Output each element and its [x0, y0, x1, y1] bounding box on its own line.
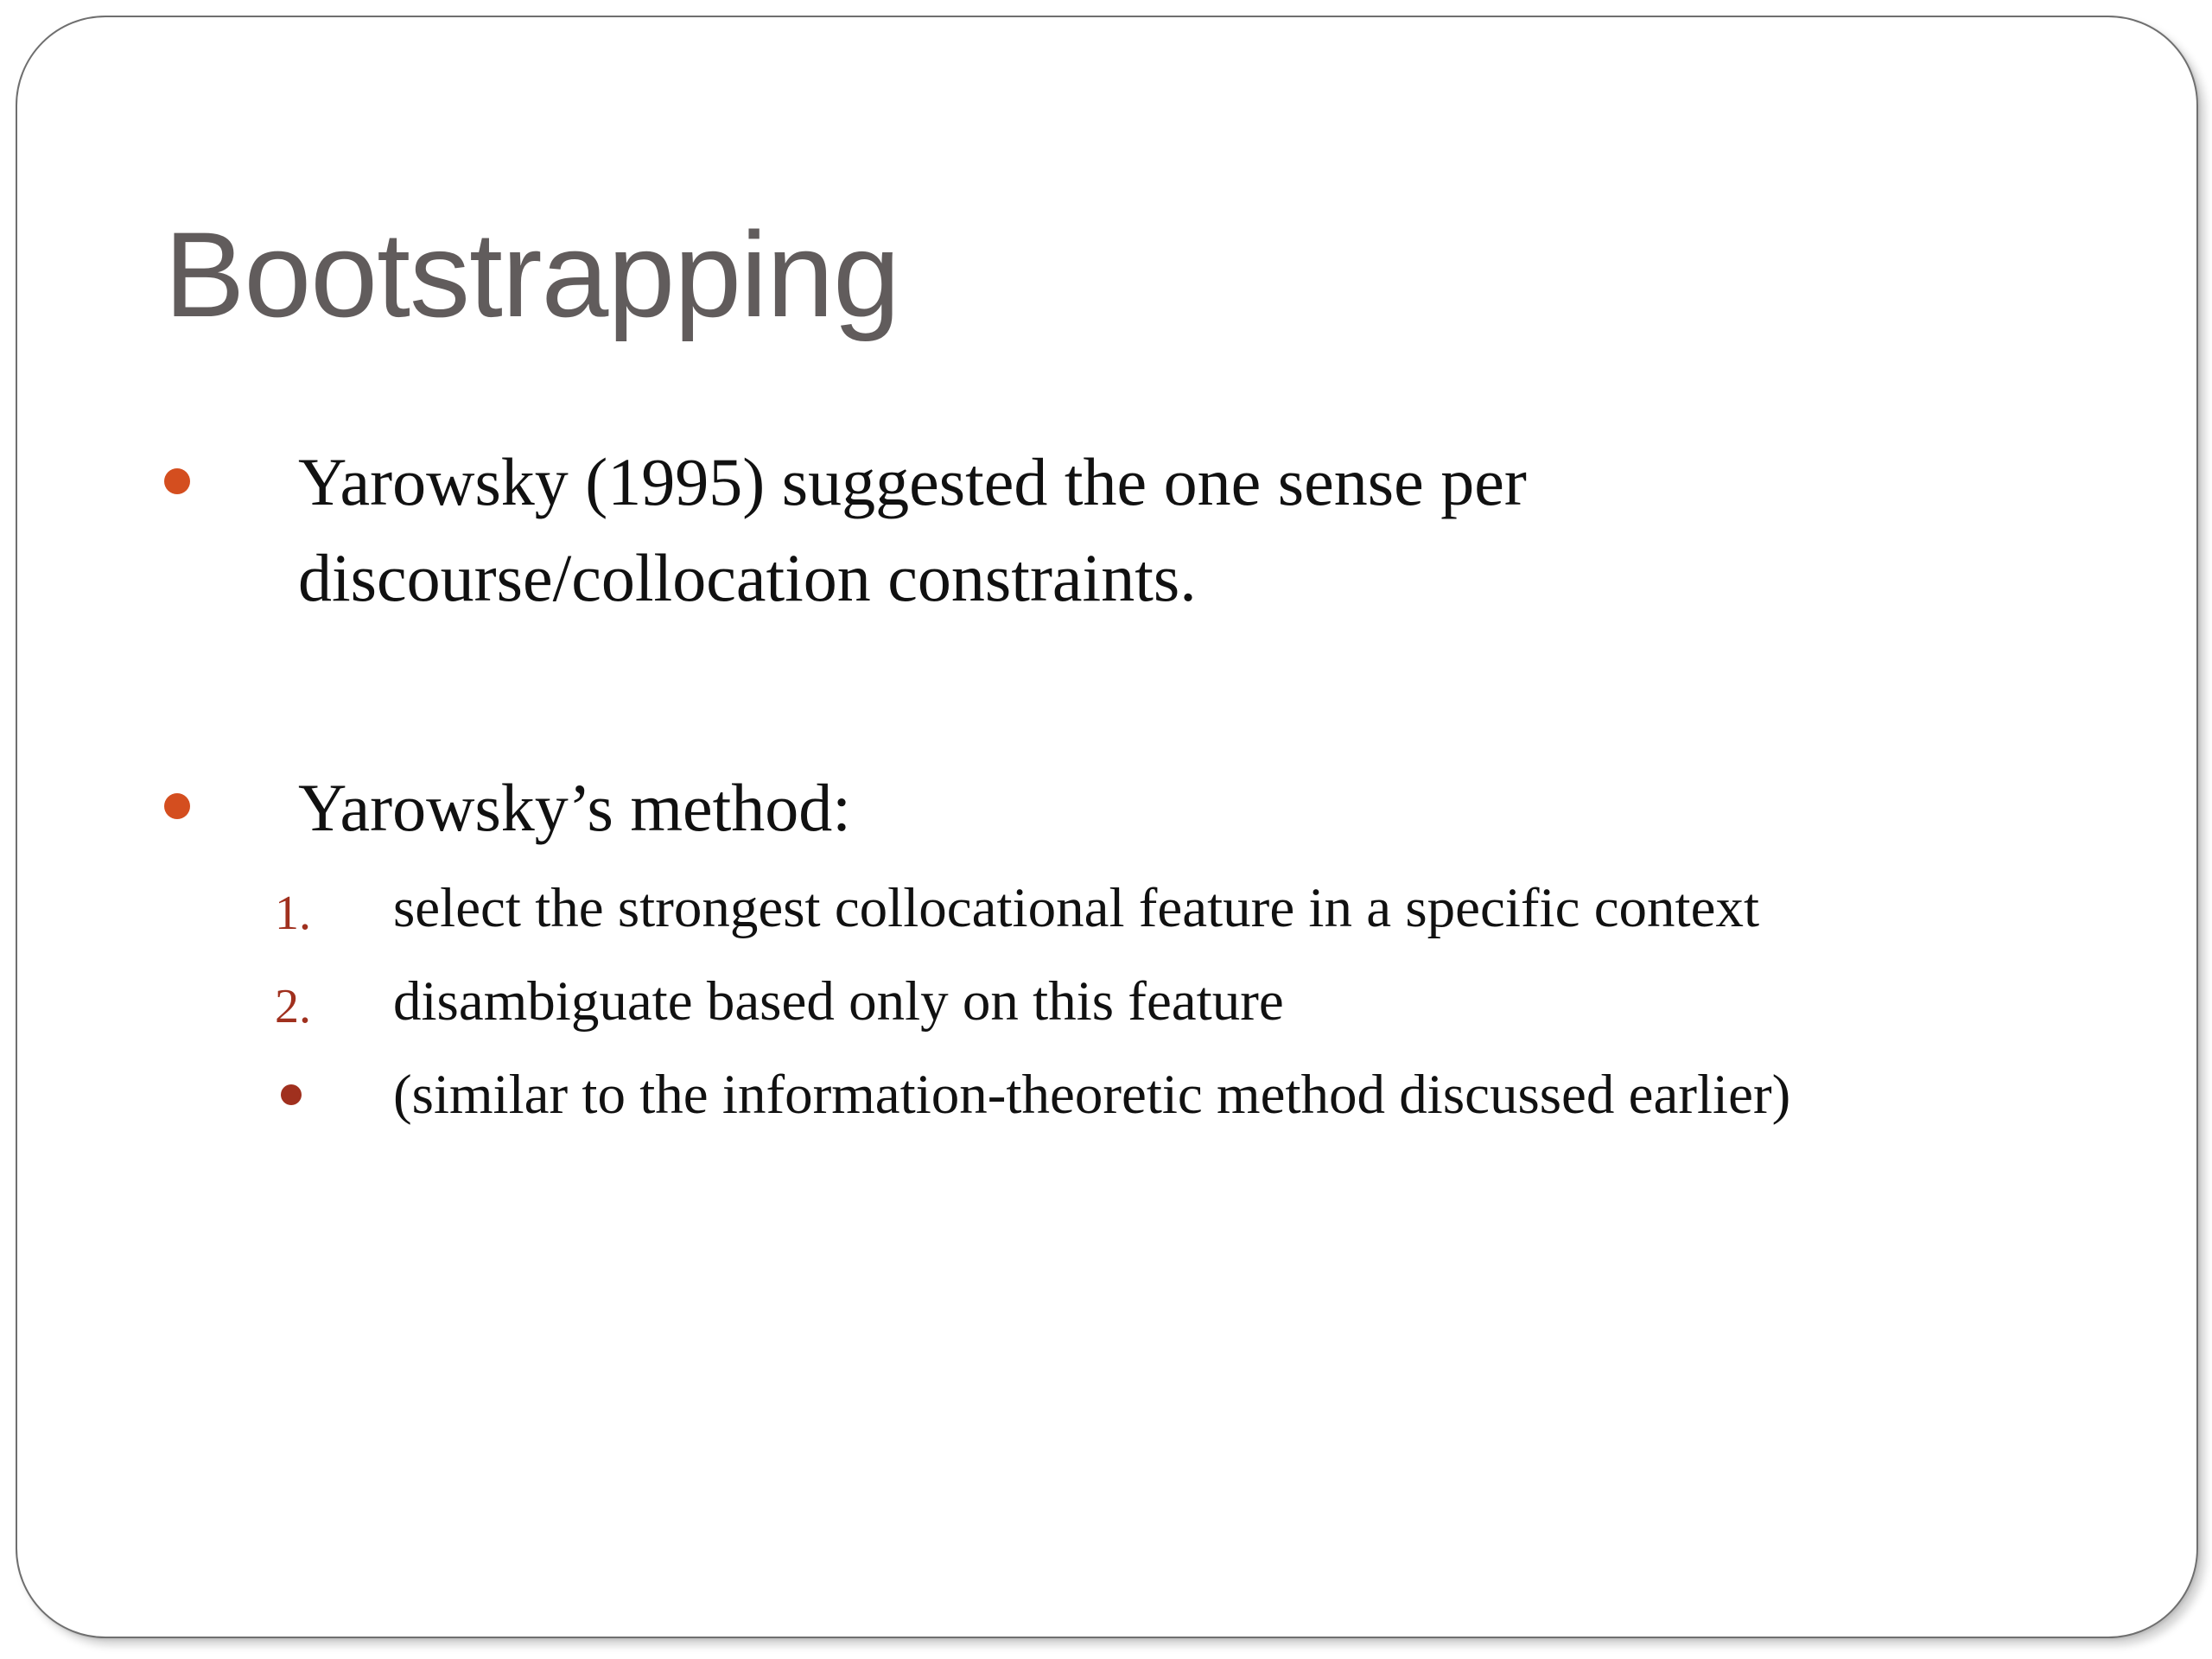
subitem-2-text: disambiguate based only on this feature — [393, 970, 1284, 1033]
bullet-1-line-2: discourse/collocation constraints. — [298, 540, 1197, 615]
subitem-3-text: (similar to the information-theoretic method discussed earlier) — [393, 1064, 1791, 1126]
bullet-dot-icon — [164, 468, 190, 494]
sub-bullet-dot-icon — [281, 1084, 302, 1105]
subitem-1-text: select the strongest collocational feature in a specific context — [393, 877, 1760, 939]
bullet-1-line-1: Yarowsky (1995) suggested the one sense per — [298, 444, 1527, 519]
bullet-dot-icon — [164, 793, 190, 819]
slide-title: Bootstrapping — [164, 207, 899, 342]
bullet-2-line-1: Yarowsky’s method: — [298, 770, 851, 845]
subitem-2-number: 2. — [275, 980, 311, 1033]
subitem-1-number: 1. — [275, 887, 311, 940]
